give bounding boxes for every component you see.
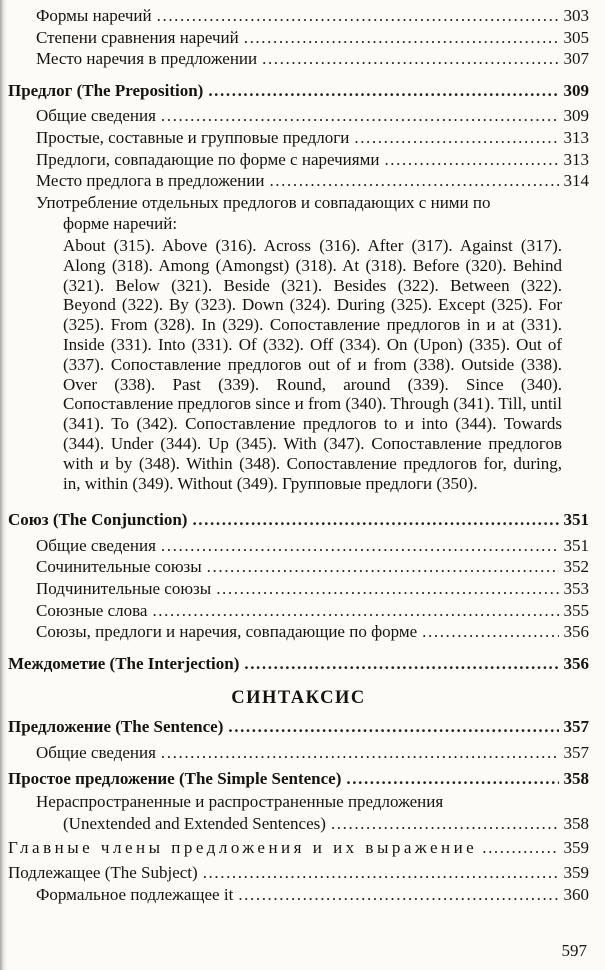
- toc-entry-subject: [8, 862, 589, 884]
- dot-leader: [269, 170, 558, 192]
- toc-entry: [8, 621, 589, 643]
- dot-leader: [192, 509, 558, 531]
- dot-leader: [161, 105, 559, 127]
- toc-page-number: 359: [563, 863, 589, 883]
- toc-entry-title: Формальное подлежащее it: [36, 884, 234, 904]
- toc-entry: [8, 170, 589, 192]
- toc-page-number: 307: [563, 49, 589, 69]
- toc-entry: [8, 48, 589, 70]
- dot-leader: [157, 5, 559, 27]
- toc-page-number: 353: [563, 579, 589, 599]
- toc-entry: [8, 578, 589, 600]
- section-heading-syntax: СИНТАКСИС: [231, 688, 366, 709]
- dot-leader: [161, 742, 559, 764]
- toc-entry-continuation: [8, 813, 589, 835]
- preposition-usage-paragraph: About (315). Above (316). Across (316). After (317). Against (317). Along (318). Among (Amongst) (318). At (318). Before (320). Behind (321). Below (321). Beside (321). Besides (322). Between (322). Beyond (322). By (323). Down (324). During (325). Except (325). For (325). From (328). In (329). Сопоставление предлогов in и at (331). Inside (331). Into (331). Of (332). Off (334). On (Upon) (335). Out of (337). Сопоставление предлогов out of и from (338). Outside (338). Over (338). Past (339). Round, around (339). Since (340). Сопоставление предлогов since и from (340). Through (341). Till, until (341). To (342). Сопоставление предлогов to и into (344). Towards (344). Under (344). Up (345). With (347). Сопоставление предлогов with и by (348). Within (348). Сопоставление предлогов for, during, in, within (349). Without (349). Групповые предлоги (350).: [63, 235, 562, 493]
- toc-page-number: 314: [563, 171, 589, 191]
- toc-entry-title: Союзные слова: [36, 600, 148, 620]
- toc-entry: [8, 192, 589, 214]
- toc-entry-interjection: [8, 653, 589, 675]
- dot-leader: [262, 48, 558, 70]
- toc-page-number: 356: [563, 622, 589, 642]
- toc-entry-title: Междометие (The Interjection): [8, 653, 240, 673]
- toc-entry-title: Подчинительные союзы: [36, 579, 212, 599]
- toc-entry-title: Сочинительные союзы: [36, 557, 202, 577]
- toc-entry-title: Союз (The Conjunction): [8, 510, 188, 530]
- toc-entry-main-parts: [8, 837, 589, 859]
- toc-entry-conjunction: [8, 509, 589, 531]
- toc-entry-title: Главные члены предложения и их выражение: [8, 838, 478, 858]
- toc-entry-title: Употребление отдельных предлогов и совпадающих с ними по: [36, 192, 491, 212]
- toc-entry: [8, 127, 589, 149]
- toc-page-number: 360: [563, 884, 589, 904]
- toc-page-number: 303: [563, 6, 589, 25]
- toc-page-number: 351: [563, 510, 589, 530]
- toc-entry: [8, 791, 589, 813]
- dot-leader: [244, 653, 558, 675]
- toc-entry-title: Место наречия в предложении: [36, 49, 258, 69]
- dot-leader: [331, 813, 559, 835]
- toc-page-number: 357: [563, 743, 589, 763]
- toc-page-number: 351: [563, 535, 589, 555]
- dot-leader: [238, 884, 558, 906]
- toc-entry-sentence: [8, 716, 589, 738]
- toc-entry: [8, 884, 589, 906]
- toc-page-number: 356: [563, 653, 589, 673]
- toc-page-number: 309: [563, 80, 589, 100]
- toc-entry: [8, 535, 589, 557]
- toc-page-number: 313: [563, 149, 589, 169]
- toc-page-number: 352: [563, 557, 589, 577]
- toc-entry-title: Формы наречий: [36, 6, 152, 25]
- toc-entry-title: Нераспространенные и распространенные предложения: [36, 792, 444, 812]
- toc-entry: [8, 27, 589, 49]
- toc-entry-title: форме наречий:: [63, 214, 178, 234]
- dot-leader: [216, 578, 558, 600]
- toc-entry-title: Предлог (The Preposition): [8, 80, 204, 100]
- dot-leader: [208, 80, 558, 102]
- dot-leader: [152, 600, 558, 622]
- toc-page-number: 359: [563, 838, 589, 858]
- dot-leader: [207, 556, 559, 578]
- dot-leader: [244, 27, 559, 49]
- toc-page-number: 305: [563, 27, 589, 47]
- dot-leader: [482, 837, 558, 859]
- toc-entry: [8, 556, 589, 578]
- toc-entry-continuation: [8, 213, 589, 235]
- toc-entry-title: Подлежащее (The Subject): [8, 863, 198, 883]
- toc-page-number: 358: [563, 768, 589, 788]
- toc-entry-title: (Unextended and Extended Sentences): [63, 813, 326, 833]
- toc-entry: [8, 600, 589, 622]
- toc-page-number: 357: [563, 717, 589, 737]
- toc-entry: [8, 105, 589, 127]
- toc-entry-title: Предложение (The Sentence): [8, 717, 224, 737]
- toc-entry-simple-sentence: [8, 768, 589, 790]
- dot-leader: [228, 716, 558, 738]
- toc-entry-title: Союзы, предлоги и наречия, совпадающие по форме: [36, 622, 418, 642]
- toc-page-number: 309: [563, 106, 589, 126]
- toc-entry-title: Простые, составные и групповые предлоги: [36, 127, 350, 147]
- toc-entry-title: Простое предложение (The Simple Sentence): [8, 768, 342, 788]
- dot-leader: [203, 862, 559, 884]
- folio-page-number: 597: [561, 941, 587, 960]
- dot-leader: [354, 127, 558, 149]
- toc-entry-preposition: [8, 80, 589, 102]
- dot-leader: [346, 768, 558, 790]
- toc-entry-title: Место предлога в предложении: [36, 171, 265, 191]
- toc-page-number: 313: [563, 127, 589, 147]
- toc-entry: [8, 742, 589, 764]
- toc-entry-title: Степени сравнения наречий: [36, 27, 239, 47]
- toc-entry-title: Общие сведения: [36, 743, 156, 763]
- toc-page-number: 358: [563, 813, 589, 833]
- toc-entry: [8, 5, 589, 27]
- toc-page-number: 355: [563, 600, 589, 620]
- toc-entry-title: Общие сведения: [36, 535, 156, 555]
- dot-leader: [161, 535, 559, 557]
- dot-leader: [422, 621, 558, 643]
- toc-entry: [8, 149, 589, 171]
- dot-leader: [384, 149, 558, 171]
- toc-entry-title: Общие сведения: [36, 106, 156, 126]
- toc-entry-title: Предлоги, совпадающие по форме с наречиями: [36, 149, 380, 169]
